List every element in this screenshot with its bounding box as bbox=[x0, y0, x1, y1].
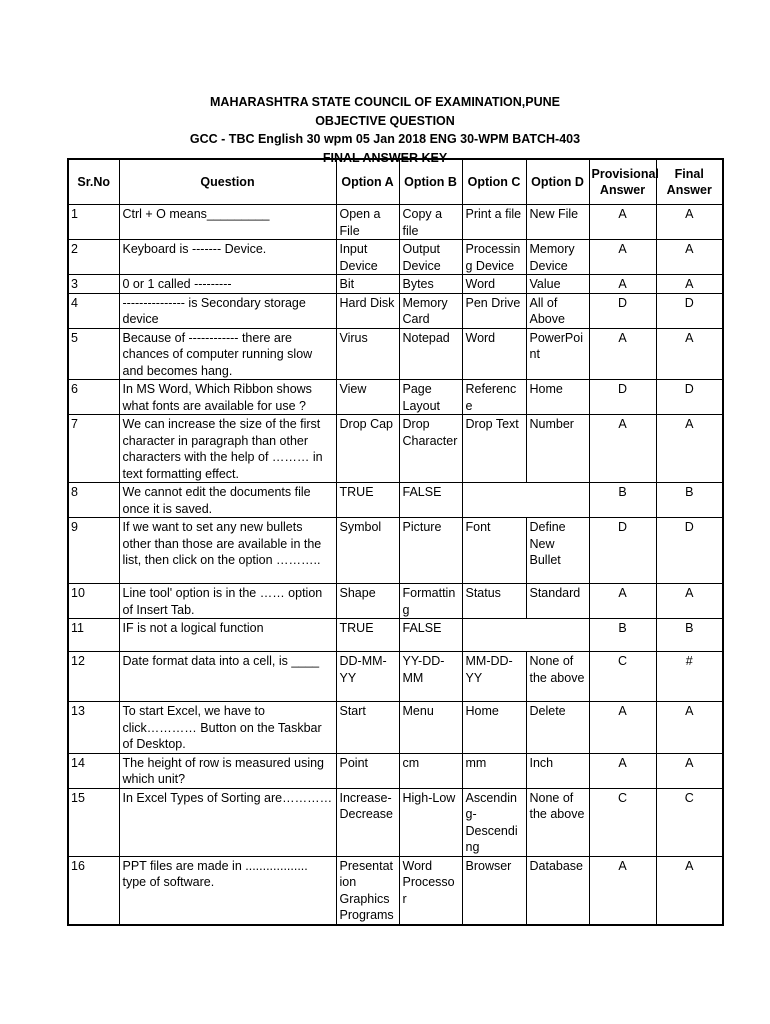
provisional-answer-cell: A bbox=[589, 856, 656, 925]
sr-cell: 8 bbox=[68, 483, 119, 518]
final-answer-cell: B bbox=[656, 483, 723, 518]
option-a-cell: View bbox=[336, 380, 399, 415]
final-answer-cell: A bbox=[656, 753, 723, 788]
doc-type: OBJECTIVE QUESTION bbox=[315, 113, 455, 128]
sr-cell: 14 bbox=[68, 753, 119, 788]
provisional-answer-cell: A bbox=[589, 240, 656, 275]
option-c-cell: Processing Device bbox=[462, 240, 526, 275]
sr-cell: 5 bbox=[68, 328, 119, 380]
option-b-cell: cm bbox=[399, 753, 462, 788]
final-answer-cell: A bbox=[656, 275, 723, 294]
council-title: MAHARASHTRA STATE COUNCIL OF EXAMINATION,PUNE bbox=[210, 95, 560, 109]
sr-cell: 9 bbox=[68, 518, 119, 584]
final-answer-cell: B bbox=[656, 619, 723, 652]
document-header bbox=[0, 93, 770, 167]
option-d-cell: Number bbox=[526, 415, 589, 483]
col-header-provisional: Provisional Answer bbox=[589, 159, 656, 205]
final-answer-cell: A bbox=[656, 415, 723, 483]
option-b-cell: Memory Card bbox=[399, 293, 462, 328]
question-cell: We can increase the size of the first character in paragraph than other characters with the help of ……… in text formatting effect. bbox=[119, 415, 336, 483]
option-d-cell: New File bbox=[526, 205, 589, 240]
final-answer-cell: D bbox=[656, 518, 723, 584]
question-cell: 0 or 1 called --------- bbox=[119, 275, 336, 294]
option-d-cell: Memory Device bbox=[526, 240, 589, 275]
final-answer-cell: A bbox=[656, 328, 723, 380]
option-b-cell: Menu bbox=[399, 702, 462, 754]
option-d-cell: Home bbox=[526, 380, 589, 415]
sr-cell: 7 bbox=[68, 415, 119, 483]
provisional-answer-cell: A bbox=[589, 415, 656, 483]
question-cell: In MS Word, Which Ribbon shows what fonts are available for use ? bbox=[119, 380, 336, 415]
option-d-cell: Value bbox=[526, 275, 589, 294]
table-row bbox=[68, 584, 723, 619]
table-row bbox=[68, 240, 723, 275]
final-answer-cell: A bbox=[656, 584, 723, 619]
option-d-cell: Inch bbox=[526, 753, 589, 788]
option-a-cell: Bit bbox=[336, 275, 399, 294]
question-cell: Ctrl + O means_________ bbox=[119, 205, 336, 240]
option-d-cell: Standard bbox=[526, 584, 589, 619]
option-b-cell: Page Layout bbox=[399, 380, 462, 415]
table-row bbox=[68, 328, 723, 380]
table-row bbox=[68, 619, 723, 652]
question-cell: IF is not a logical function bbox=[119, 619, 336, 652]
final-answer-cell: C bbox=[656, 788, 723, 856]
table-row bbox=[68, 275, 723, 294]
final-answer-cell: A bbox=[656, 205, 723, 240]
option-c-cell: mm bbox=[462, 753, 526, 788]
col-header-question: Question bbox=[119, 159, 336, 205]
option-a-cell: Drop Cap bbox=[336, 415, 399, 483]
option-c-cell: Print a file bbox=[462, 205, 526, 240]
option-d-cell: Database bbox=[526, 856, 589, 925]
final-answer-cell: A bbox=[656, 856, 723, 925]
provisional-answer-cell: A bbox=[589, 275, 656, 294]
question-cell: Line tool' option is in the …… option of Insert Tab. bbox=[119, 584, 336, 619]
option-b-cell: FALSE bbox=[399, 483, 462, 518]
option-c-cell: Status bbox=[462, 584, 526, 619]
option-c-cell: Word bbox=[462, 328, 526, 380]
provisional-answer-cell: A bbox=[589, 205, 656, 240]
table-row bbox=[68, 415, 723, 483]
answer-key-table bbox=[67, 158, 724, 926]
col-header-option-b: Option B bbox=[399, 159, 462, 205]
table-row bbox=[68, 856, 723, 925]
final-answer-cell: A bbox=[656, 702, 723, 754]
option-c-cell: Pen Drive bbox=[462, 293, 526, 328]
option-d-cell: None of the above bbox=[526, 652, 589, 702]
provisional-answer-cell: B bbox=[589, 619, 656, 652]
question-cell: Date format data into a cell, is ____ bbox=[119, 652, 336, 702]
col-header-srno: Sr.No bbox=[68, 159, 119, 205]
final-answer-cell: D bbox=[656, 293, 723, 328]
option-c-cell: Home bbox=[462, 702, 526, 754]
provisional-answer-cell: D bbox=[589, 293, 656, 328]
option-a-cell: Point bbox=[336, 753, 399, 788]
option-a-cell: TRUE bbox=[336, 483, 399, 518]
option-a-cell: DD-MM-YY bbox=[336, 652, 399, 702]
table-row bbox=[68, 483, 723, 518]
final-answer-cell: D bbox=[656, 380, 723, 415]
table-row bbox=[68, 788, 723, 856]
provisional-answer-cell: D bbox=[589, 380, 656, 415]
provisional-answer-cell: A bbox=[589, 584, 656, 619]
sr-cell: 1 bbox=[68, 205, 119, 240]
sr-cell: 4 bbox=[68, 293, 119, 328]
option-c-cell: Reference bbox=[462, 380, 526, 415]
option-a-cell: Start bbox=[336, 702, 399, 754]
question-cell: Because of ------------ there are chances of computer running slow and becomes hang. bbox=[119, 328, 336, 380]
option-d-cell: PowerPoint bbox=[526, 328, 589, 380]
option-a-cell: Hard Disk bbox=[336, 293, 399, 328]
option-c-cell: MM-DD-YY bbox=[462, 652, 526, 702]
option-c-cell bbox=[462, 483, 589, 518]
sr-cell: 13 bbox=[68, 702, 119, 754]
provisional-answer-cell: A bbox=[589, 328, 656, 380]
final-answer-cell: A bbox=[656, 240, 723, 275]
option-c-cell: Font bbox=[462, 518, 526, 584]
option-b-cell: FALSE bbox=[399, 619, 462, 652]
option-c-cell: Ascending-Descending bbox=[462, 788, 526, 856]
option-b-cell: Copy a file bbox=[399, 205, 462, 240]
option-b-cell: Bytes bbox=[399, 275, 462, 294]
option-a-cell: Increase-Decrease bbox=[336, 788, 399, 856]
option-b-cell: Word Processor bbox=[399, 856, 462, 925]
provisional-answer-cell: A bbox=[589, 702, 656, 754]
table-row bbox=[68, 293, 723, 328]
option-b-cell: Notepad bbox=[399, 328, 462, 380]
col-header-option-d: Option D bbox=[526, 159, 589, 205]
exam-title: GCC - TBC English 30 wpm 05 Jan 2018 ENG 30-WPM BATCH-403 bbox=[189, 132, 581, 146]
question-cell: --------------- is Secondary storage device bbox=[119, 293, 336, 328]
provisional-answer-cell: C bbox=[589, 788, 656, 856]
option-d-cell: Define New Bullet bbox=[526, 518, 589, 584]
provisional-answer-cell: B bbox=[589, 483, 656, 518]
table-row bbox=[68, 205, 723, 240]
table-row bbox=[68, 702, 723, 754]
option-b-cell: Output Device bbox=[399, 240, 462, 275]
question-cell: To start Excel, we have to click………… Button on the Taskbar of Desktop. bbox=[119, 702, 336, 754]
option-a-cell: Presentation Graphics Programs bbox=[336, 856, 399, 925]
option-d-cell: All of Above bbox=[526, 293, 589, 328]
option-c-cell: Word bbox=[462, 275, 526, 294]
sr-cell: 16 bbox=[68, 856, 119, 925]
option-b-cell: Drop Character bbox=[399, 415, 462, 483]
question-cell: The height of row is measured using which unit? bbox=[119, 753, 336, 788]
option-b-cell: Picture bbox=[399, 518, 462, 584]
sr-cell: 2 bbox=[68, 240, 119, 275]
table-header-row bbox=[68, 159, 723, 205]
question-cell: If we want to set any new bullets other than those are available in the list, then click on the option ……….. bbox=[119, 518, 336, 584]
question-cell: We cannot edit the documents file once it is saved. bbox=[119, 483, 336, 518]
provisional-answer-cell: C bbox=[589, 652, 656, 702]
sr-cell: 11 bbox=[68, 619, 119, 652]
option-b-cell: High-Low bbox=[399, 788, 462, 856]
answer-key-title: FINAL ANSWER KEY bbox=[322, 150, 448, 165]
option-c-cell bbox=[462, 619, 589, 652]
option-c-cell: Drop Text bbox=[462, 415, 526, 483]
sr-cell: 3 bbox=[68, 275, 119, 294]
table-row bbox=[68, 518, 723, 584]
option-c-cell: Browser bbox=[462, 856, 526, 925]
option-d-cell: Delete bbox=[526, 702, 589, 754]
question-cell: PPT files are made in .................. type of software. bbox=[119, 856, 336, 925]
sr-cell: 15 bbox=[68, 788, 119, 856]
sr-cell: 12 bbox=[68, 652, 119, 702]
question-cell: In Excel Types of Sorting are………… bbox=[119, 788, 336, 856]
col-header-option-a: Option A bbox=[336, 159, 399, 205]
option-a-cell: Virus bbox=[336, 328, 399, 380]
final-answer-cell: # bbox=[656, 652, 723, 702]
option-b-cell: YY-DD-MM bbox=[399, 652, 462, 702]
table-row bbox=[68, 652, 723, 702]
option-a-cell: TRUE bbox=[336, 619, 399, 652]
col-header-option-c: Option C bbox=[462, 159, 526, 205]
table-row bbox=[68, 753, 723, 788]
table-row bbox=[68, 380, 723, 415]
option-d-cell: None of the above bbox=[526, 788, 589, 856]
sr-cell: 6 bbox=[68, 380, 119, 415]
option-b-cell: Formatting bbox=[399, 584, 462, 619]
option-a-cell: Symbol bbox=[336, 518, 399, 584]
provisional-answer-cell: D bbox=[589, 518, 656, 584]
option-a-cell: Input Device bbox=[336, 240, 399, 275]
option-a-cell: Open a File bbox=[336, 205, 399, 240]
col-header-final: Final Answer bbox=[656, 159, 723, 205]
sr-cell: 10 bbox=[68, 584, 119, 619]
question-cell: Keyboard is ------- Device. bbox=[119, 240, 336, 275]
provisional-answer-cell: A bbox=[589, 753, 656, 788]
option-a-cell: Shape bbox=[336, 584, 399, 619]
